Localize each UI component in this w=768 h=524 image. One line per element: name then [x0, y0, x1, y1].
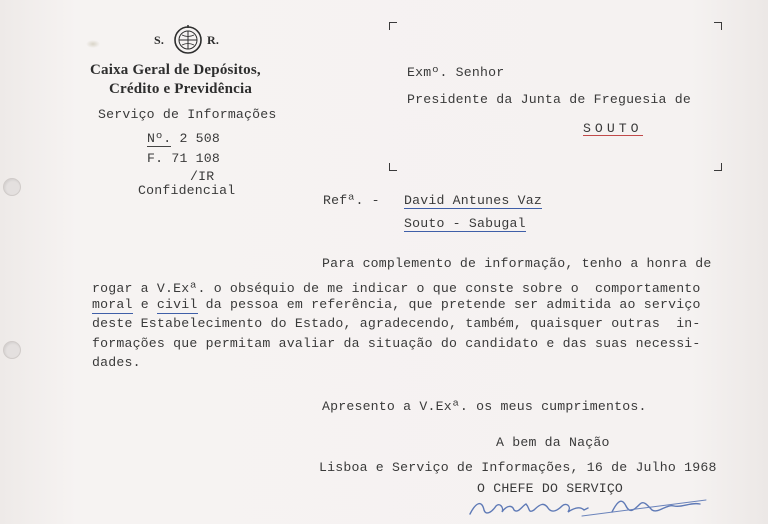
paper-stain	[86, 40, 100, 48]
recipient-parish: SOUTO	[583, 121, 643, 136]
body-line: deste Estabelecimento do Estado, agradecendo, também, quaisquer outras in-	[92, 316, 701, 331]
body-text: e	[132, 297, 157, 312]
recipient-salutation: Exmº. Senhor	[407, 65, 505, 80]
address-window-corner	[714, 163, 722, 171]
body-text: da pessoa em referência, que pretende ser admitida ao serviço	[197, 297, 701, 312]
letterhead-s: S.	[154, 33, 165, 47]
body-line	[92, 298, 701, 311]
address-window-corner	[389, 163, 397, 171]
closing-motto: A bem da Nação	[496, 435, 610, 450]
reference-label: Refª. -	[323, 193, 380, 208]
reference-person: David Antunes Vaz	[404, 193, 542, 208]
reference-number	[147, 132, 220, 145]
body-line: Para complemento de informação, tenho a honra de	[322, 256, 712, 271]
body-line: dades.	[92, 355, 141, 370]
punch-hole	[3, 178, 21, 196]
underlined-word-civil: civil	[156, 297, 198, 312]
punch-hole	[3, 341, 21, 359]
institution-name: Caixa Geral de Depósitos,	[90, 62, 261, 78]
body-line: formações que permitam avaliar da situação do candidato e das suas necessi-	[92, 336, 701, 351]
institution-name-line2: Crédito e Previdência	[109, 81, 253, 97]
letterhead-r: R.	[207, 33, 220, 47]
address-window-corner	[389, 22, 397, 30]
file-number: F. 71 108	[147, 151, 221, 166]
underlined-word-moral: moral	[92, 297, 133, 312]
reference-number-value: 2 508	[171, 131, 221, 146]
reference-place: Souto - Sabugal	[404, 216, 526, 231]
confidential-mark: Confidencial	[138, 183, 236, 198]
body-line: rogar a V.Exª. o obséquio de me indicar o que conste sobre o comportamento	[92, 281, 701, 296]
recipient-title: Presidente da Junta de Freguesia de	[407, 92, 691, 107]
address-window-corner	[714, 22, 722, 30]
handwritten-signature	[462, 492, 728, 518]
initials: /IR	[190, 169, 215, 184]
reference-number-label: Nº.	[147, 131, 172, 146]
coat-of-arms-icon	[173, 25, 203, 55]
closing-line: Apresento a V.Exª. os meus cumprimentos.	[322, 399, 647, 414]
department-name: Serviço de Informações	[98, 107, 277, 122]
place-date: Lisboa e Serviço de Informações, 16 de Julho 1968	[319, 460, 717, 475]
signatory-title: O CHEFE DO SERVIÇO	[477, 481, 624, 496]
